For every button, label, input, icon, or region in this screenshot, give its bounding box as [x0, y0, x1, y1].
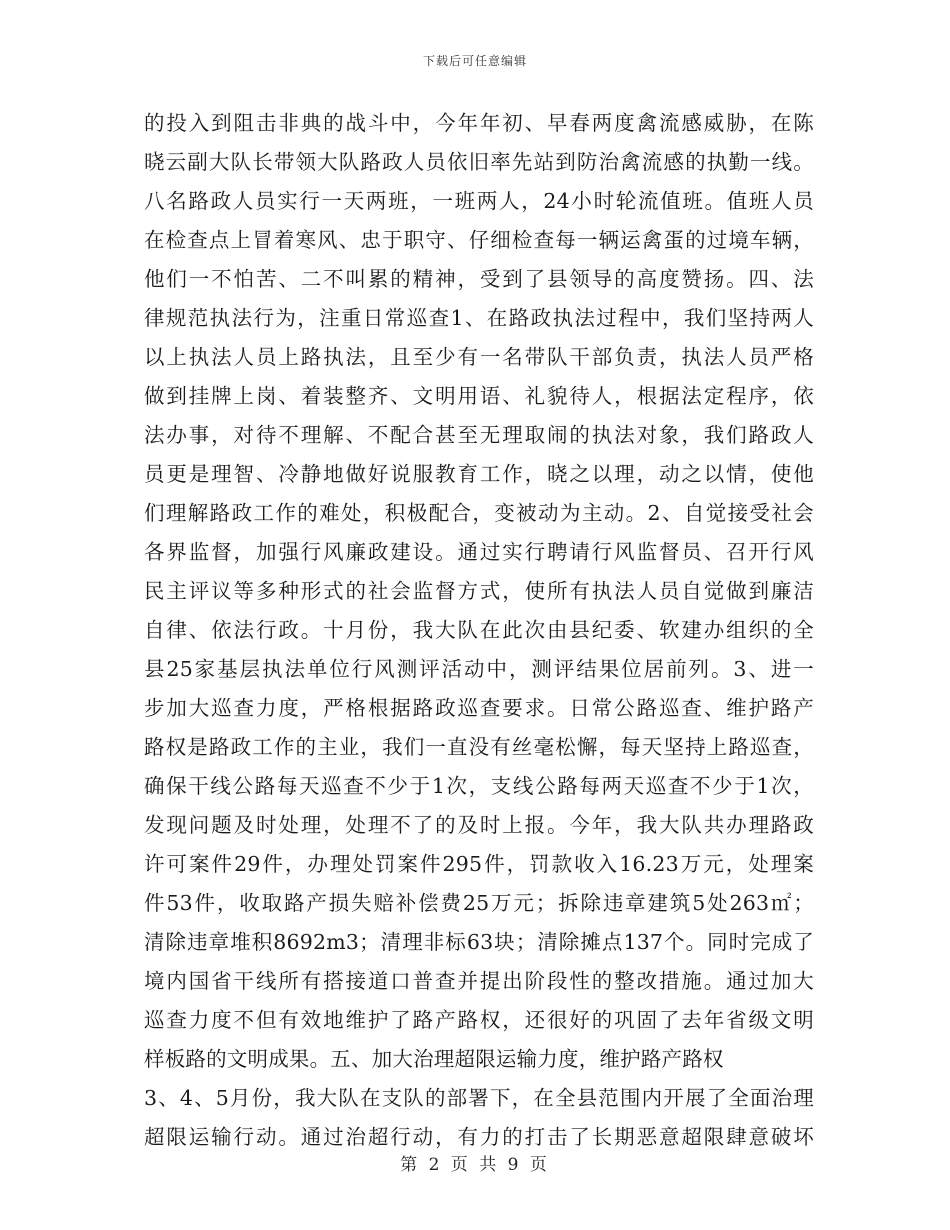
text-line: 发现问题及时处理，处理不了的及时上报。今年，我大队共办理路政 [144, 813, 814, 837]
text-line: 县25家基层执法单位行风测评活动中，测评结果位居前列。3、进一 [144, 657, 814, 681]
text-line: 八名路政人员实行一天两班，一班两人，24小时轮流值班。值班人员 [144, 189, 814, 213]
text-line: 确保干线公路每天巡查不少于1次，支线公路每两天巡查不少于1次， [144, 774, 814, 798]
text-line: 他们一不怕苦、二不叫累的精神，受到了县领导的高度赞扬。四、法 [144, 267, 814, 291]
text-line: 员更是理智、冷静地做好说服教育工作，晓之以理，动之以情，使他 [144, 462, 814, 486]
text-line: 律规范执法行为，注重日常巡查1、在路政执法过程中，我们坚持两人 [144, 306, 814, 330]
header-note: 下载后可任意编辑 [422, 54, 527, 68]
text-line: 境内国省干线所有搭接道口普查并提出阶段性的整改措施。通过加大 [144, 969, 814, 993]
text-line: 路权是路政工作的主业，我们一直没有丝毫松懈，每天坚持上路巡查， [144, 735, 814, 759]
text-line: 们理解路政工作的难处，积极配合，变被动为主动。2、自觉接受社会 [144, 501, 814, 525]
text-line: 清除违章堆积8692m3；清理非标63块；清除摊点137个。同时完成了 [144, 930, 814, 954]
text-line: 各界监督，加强行风廉政建设。通过实行聘请行风监督员、召开行风 [144, 540, 814, 564]
text-line: 件53件，收取路产损失赔补偿费25万元；拆除违章建筑5处263㎡； [144, 891, 814, 915]
body-text [144, 104, 814, 1157]
text-line: 晓云副大队长带领大队路政人员依旧率先站到防治禽流感的执勤一线。 [144, 150, 814, 174]
text-line: 自律、依法行政。十月份，我大队在此次由县纪委、软建办组织的全 [144, 618, 814, 642]
text-line: 在检查点上冒着寒风、忠于职守、仔细检查每一辆运禽蛋的过境车辆， [144, 228, 814, 252]
text-line: 做到挂牌上岗、着装整齐、文明用语、礼貌待人，根据法定程序，依 [144, 384, 814, 408]
text-line: 许可案件29件，办理处罚案件295件，罚款收入16.23万元，处理案 [144, 852, 814, 876]
text-line: 民主评议等多种形式的社会监督方式，使所有执法人员自觉做到廉洁 [144, 579, 814, 603]
text-line: 3、4、5月份，我大队在支队的部署下，在全县范围内开展了全面治理 [144, 1086, 814, 1110]
text-line: 巡查力度不但有效地维护了路产路权，还很好的巩固了去年省级文明 [144, 1008, 814, 1032]
text-line: 步加大巡查力度，严格根据路政巡查要求。日常公路巡查、维护路产 [144, 696, 814, 720]
text-line: 法办事，对待不理解、不配合甚至无理取闹的执法对象，我们路政人 [144, 423, 814, 447]
text-line: 超限运输行动。通过治超行动，有力的打击了长期恶意超限肆意破坏 [144, 1125, 814, 1149]
text-line: 以上执法人员上路执法，且至少有一名带队干部负责，执法人员严格 [144, 345, 814, 369]
page-number-footer: 第 2 页 共 9 页 [400, 1155, 550, 1175]
text-line: 样板路的文明成果。五、加大治理超限运输力度，维护路产路权 [144, 1047, 724, 1071]
text-line: 的投入到阻击非典的战斗中，今年年初、早春两度禽流感威胁，在陈 [144, 111, 814, 135]
